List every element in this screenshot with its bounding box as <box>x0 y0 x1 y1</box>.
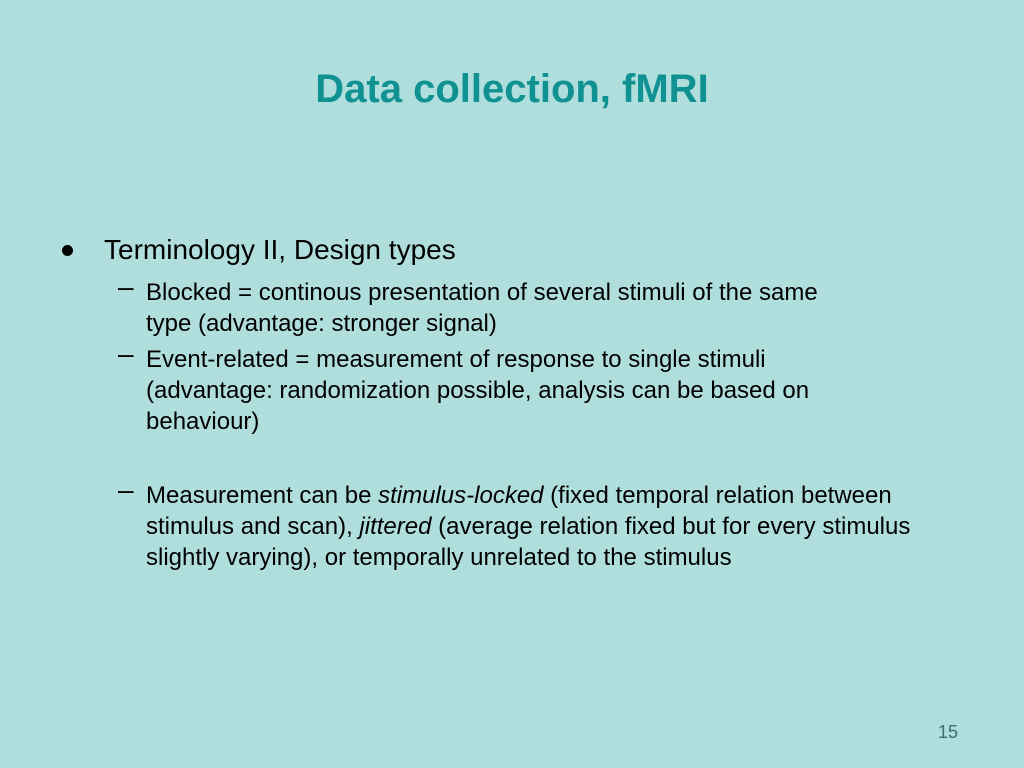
dash-icon: – <box>118 474 134 505</box>
subitem-blocked-line2: type (advantage: stronger signal) <box>146 310 497 337</box>
subitem-blocked-line1: Blocked = continous presentation of several stimuli of the same <box>146 279 818 306</box>
subitem-event-related-line3: behaviour) <box>146 408 260 435</box>
subitem-event-related-text <box>146 344 968 437</box>
measurement-part2: (fixed temporal relation between stimulus and scan), <box>146 482 892 540</box>
measurement-part1: Measurement can be <box>146 482 379 509</box>
dash-icon: – <box>118 271 134 302</box>
slide-title: Data collection, fMRI <box>315 67 709 111</box>
subitem-event-related-line1: Event-related = measurement of response to single stimuli <box>146 346 766 373</box>
main-bullet-text: Terminology II, Design types <box>104 234 456 265</box>
page-number: 15 <box>937 722 958 742</box>
subitem-blocked-text <box>146 277 968 339</box>
measurement-emphasis-stimulus-locked: stimulus-locked <box>378 482 544 509</box>
measurement-emphasis-jittered: jittered <box>359 513 432 540</box>
subitem-event-related-line2: (advantage: randomization possible, analysis can be based on <box>146 377 810 404</box>
measurement-part3: (average relation fixed but for every stimulus slightly varying), or temporally unrelated to the stimulus <box>146 513 911 571</box>
subitem-measurement-text <box>146 480 968 573</box>
bullet-dot-icon <box>62 245 73 256</box>
dash-icon: – <box>118 338 134 369</box>
